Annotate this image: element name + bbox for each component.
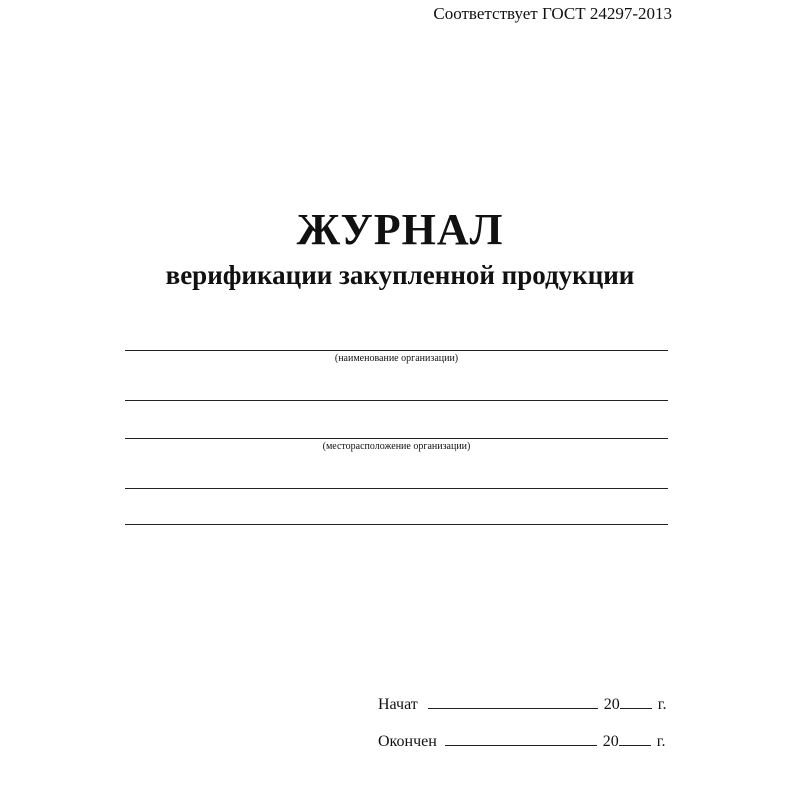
started-date-row xyxy=(378,696,667,713)
finished-label: Окончен xyxy=(378,733,437,750)
organization-location-caption: (месторасположение организации) xyxy=(322,441,471,452)
started-year-field[interactable] xyxy=(620,696,652,709)
journal-subtitle: верификации закупленной продукции xyxy=(165,260,635,290)
organization-name-line-2[interactable] xyxy=(125,400,668,401)
finished-year-field[interactable] xyxy=(619,733,651,746)
organization-name-caption: (наименование организации) xyxy=(334,353,459,364)
organization-location-line[interactable] xyxy=(125,438,668,439)
started-date-field[interactable] xyxy=(428,696,598,709)
organization-name-line[interactable] xyxy=(125,350,668,351)
organization-location-line-2[interactable] xyxy=(125,488,668,489)
started-year-prefix: 20 xyxy=(603,696,620,713)
finished-date-row xyxy=(378,733,666,750)
finished-year-prefix: 20 xyxy=(602,733,619,750)
started-year-suffix: г. xyxy=(657,696,667,713)
finished-year-suffix: г. xyxy=(656,733,666,750)
organization-location-line-3[interactable] xyxy=(125,524,668,525)
gost-compliance-note: Соответствует ГОСТ 24297-2013 xyxy=(433,4,672,23)
journal-title: ЖУРНАЛ xyxy=(296,205,504,254)
started-label: Начат xyxy=(378,696,418,713)
finished-date-field[interactable] xyxy=(445,733,597,746)
